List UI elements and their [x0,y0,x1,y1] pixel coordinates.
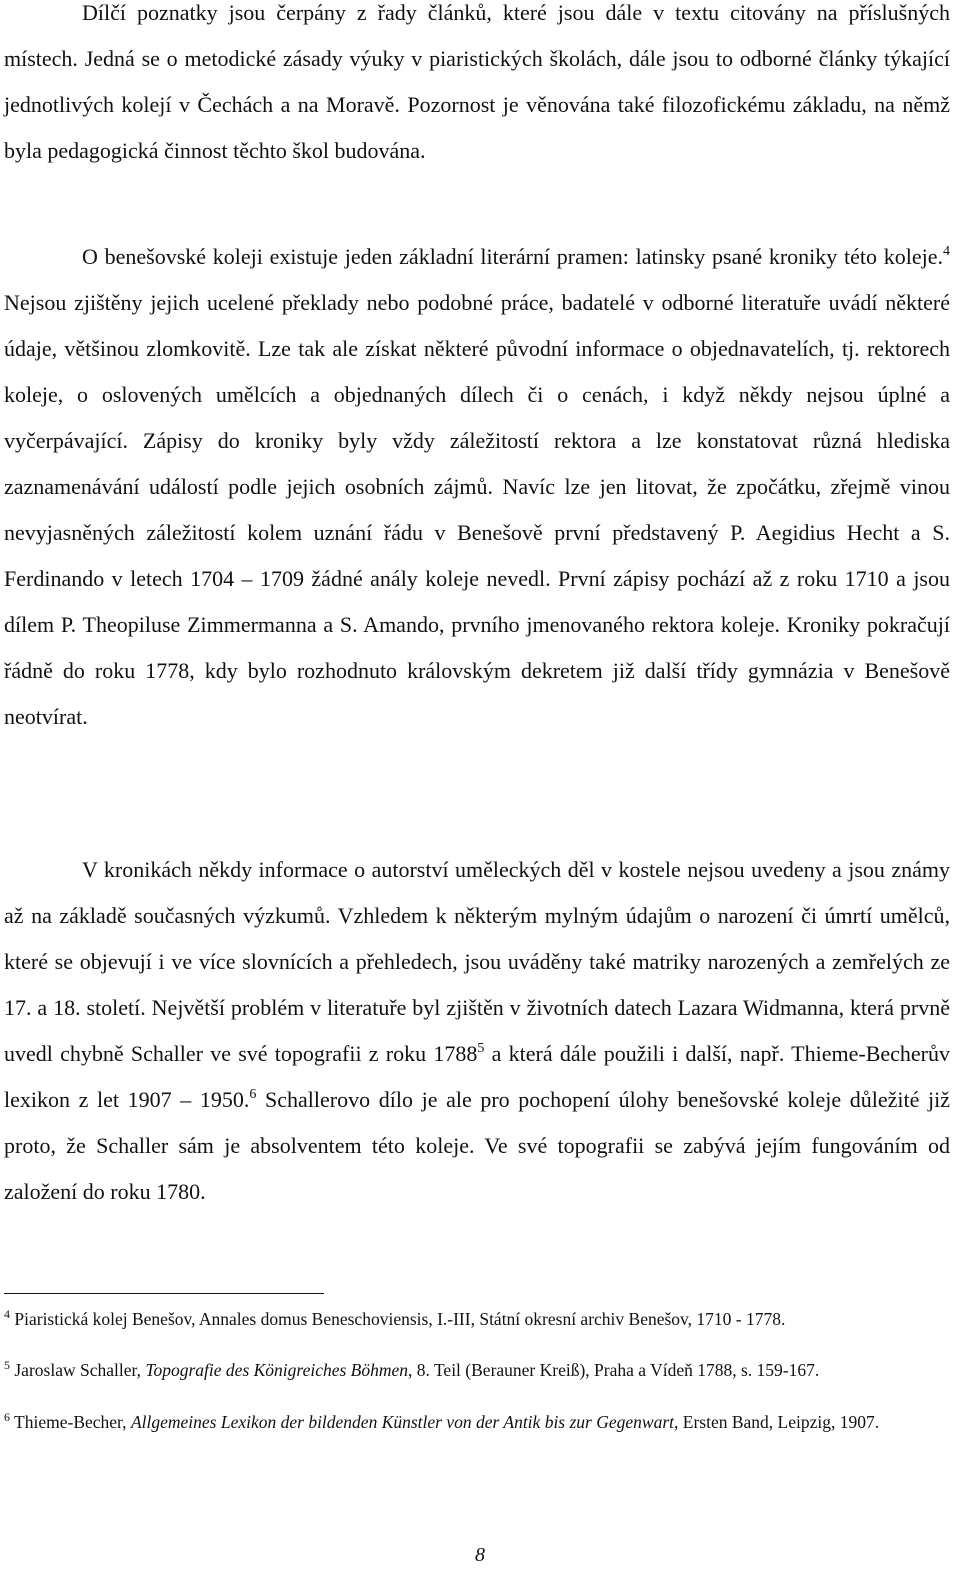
footnote-ref-4: 4 [943,244,950,259]
footnote-text: , Ersten Band, Leipzig, 1907. [674,1412,880,1432]
footnote-6 [4,1410,950,1435]
footnote-ref-6: 6 [249,1087,257,1102]
paragraph-authorship [4,847,950,1215]
footnote-title: Topografie des Königreiches Böhmen [145,1360,409,1380]
footnote-number: 5 [4,1358,10,1372]
paragraph-text: Schallerovo dílo je ale pro pochopení úlohy benešovské koleje důležité již proto, že Schaller sám je absolventem této koleje. Ve své topografii se zabývá jejím fungováním od založení do roku 1780. [4,1087,950,1204]
paragraph-text: V kronikách někdy informace o autorství uměleckých děl v kostele nejsou uvedeny a jsou známy až na základě současných výzkumů. Vzhledem k některým mylným údajům o narození či úmrtí umělců, které se objevují i ve více slovnících a přehledech, jsou uváděny také matriky narozených a zemřelých ze 17. a 18. století. Největší problém v literatuře byl zjištěn v životních datech Lazara Widmanna, která prvně uvedl chybně Schaller ve své topografii z roku 1788 [4,857,950,1066]
paragraph-text: Nejsou zjištěny jejich ucelené překlady nebo podobné práce, badatelé v odborné literatuře uvádí některé údaje, většinou zlomkovitě. Lze tak ale získat některé původní informace o objednavatelích, tj. rektorech koleje, o oslovených umělcích a objednaných dílech či o cenách, i když někdy nejsou úplné a vyčerpávající. Zápisy do kroniky byly vždy záležitostí rektora a lze konstatovat různá hlediska zaznamenávání událostí podle jejich osobních zájmů. Navíc lze jen litovat, že zpočátku, zřejmě vinou nevyjasněných záležitostí kolem uznání řádu v Benešově první představený P. Aegidius Hecht a S. Ferdinando v letech 1704 – 1709 žádné anály koleje nevedl. První zápisy pochází až z roku 1710 a jsou dílem P. Theopiluse Zimmermanna a S. Amando, prvního jmenovaného rektora koleje. Kroniky pokračují řádně do roku 1778, kdy bylo rozhodnuto královským dekretem již další třídy gymnázia v Benešově neotvírat. [4,290,950,729]
footnote-text: Jaroslaw Schaller, [10,1360,146,1380]
paragraph-text: Dílčí poznatky jsou čerpány z řady článků, které jsou dále v textu citovány na příslušných místech. Jedná se o metodické zásady výuky v piaristických školách, dále jsou to odborné články týkající jednotlivých kolejí v Čechách a na Moravě. Pozornost je věnována také filozofickému základu, na němž byla pedagogická činnost těchto škol budována. [4,0,950,163]
paragraph-text: a která dále použili i další, např. Thieme-Becherův lexikon z let 1907 – 1950. [4,1041,950,1112]
footnote-number: 4 [4,1307,10,1321]
footnote-text: , 8. Teil (Berauner Kreiß), Praha a Vídeň 1788, s. 159-167. [408,1360,820,1380]
footnote-separator [4,1293,324,1294]
paragraph-sources [4,0,950,174]
footnote-number: 6 [4,1410,10,1424]
paragraph-chronicles [4,234,950,740]
footnote-5 [4,1358,950,1383]
paragraph-text: O benešovské koleji existuje jeden základní literární pramen: latinsky psané kroniky této koleje. [82,244,943,269]
footnote-text: Thieme-Becher, [10,1412,131,1432]
footnote-ref-5: 5 [477,1041,485,1056]
footnote-title: Allgemeines Lexikon der bildenden Künstler von der Antik bis zur Gegenwart [130,1412,675,1432]
page-number: 8 [475,1544,485,1566]
footnote-4 [4,1307,950,1332]
footnote-text: Piaristická kolej Benešov, Annales domus Beneschoviensis, I.-III, Státní okresní archiv Benešov, 1710 - 1778. [10,1309,786,1329]
